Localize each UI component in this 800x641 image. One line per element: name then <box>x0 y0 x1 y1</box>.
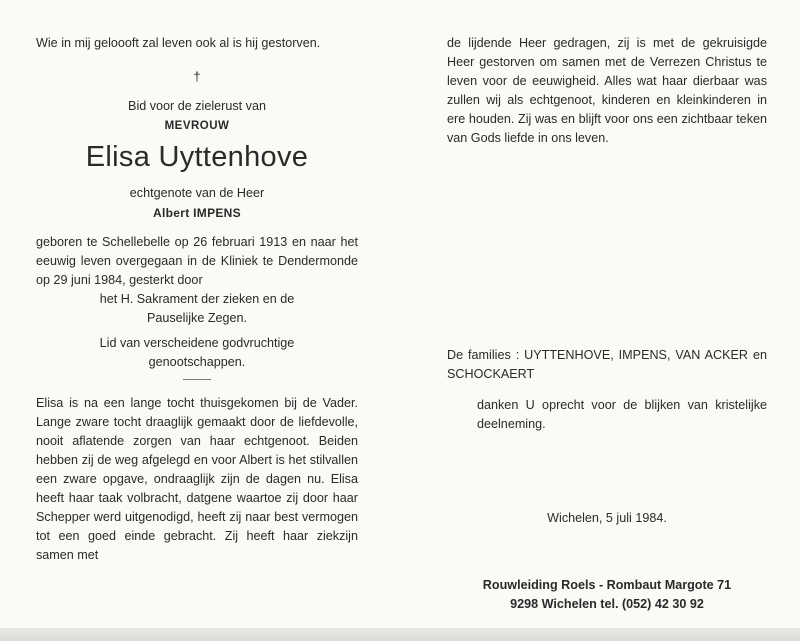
prayer-line: Bid voor de zielerust van <box>128 99 266 113</box>
honorific-title: MEVROUW <box>164 120 230 132</box>
deceased-name: Elisa Uyttenhove <box>85 141 309 173</box>
bottom-edge <box>0 628 800 641</box>
right-column <box>447 34 767 148</box>
undertaker-block <box>447 576 767 614</box>
undertaker-line-1: Rouwleiding Roels - Rombaut Margote 71 <box>482 578 732 592</box>
intro-quote: Wie in mij geloooft zal leven ook al is hij gestorven. <box>36 36 321 50</box>
life-story: Elisa is na een lange tocht thuisgekomen bij de Vader. Lange zware tocht draaglijk gemaakt door de liefdevolle, nooit aflatende zorgen van haar echtgenoot. Beiden hebben zij de weg afgelegd en voor Albert is het stilvallen een zware opgave, ondraaglijk zijn de dagen nu. Elisa heeft haar taak volbracht, datgene waartoe zij door haar Schepper werd uitgenodigd, heeft zij naar best vermogen tot een goed einde gebracht. Zij heeft haar ziekzijn samen met <box>36 396 358 562</box>
membership-block <box>36 334 358 372</box>
birth-death-text: geboren te Schellebelle op 26 februari 1913 en naar het eeuwig leven overgegaan in de Kliniek te Dendermonde op 29 juni 1984, gesterkt door <box>36 235 358 287</box>
left-column <box>36 34 358 565</box>
place-date: Wichelen, 5 juli 1984. <box>547 511 667 525</box>
cross-symbol: † <box>193 69 201 84</box>
spouse-name: Albert IMPENS <box>153 206 241 220</box>
sacrament-line-2: Pauselijke Zegen. <box>146 311 248 325</box>
life-story-continued: de lijdende Heer gedragen, zij is met de gekruisigde Heer gestorven om samen met de Verrezen Christus te leven voor de eeuwigheid. Alles wat haar dierbaar was zullen wij als echtgenoot, kinderen en kleinkinderen in ere houden. Zij was en blijft voor ons een zichtbaar teken van Gods liefde in ons leven. <box>447 36 767 145</box>
spouse-label: echtgenote van de Heer <box>129 186 265 200</box>
undertaker-line-2: 9298 Wichelen tel. (052) 42 30 92 <box>510 597 704 611</box>
families-line: De families : UYTTENHOVE, IMPENS, VAN ACKER en SCHOCKAERT <box>447 348 767 381</box>
birth-death-block <box>36 233 358 328</box>
membership-line-1: Lid van verscheidene godvruchtige <box>99 336 295 350</box>
sacrament-line-1: het H. Sakrament der zieken en de <box>99 292 295 306</box>
thanks-line: danken U oprecht voor de blijken van kristelijke deelneming. <box>477 398 767 431</box>
membership-line-2: genootschappen. <box>148 355 246 369</box>
divider <box>183 379 211 380</box>
